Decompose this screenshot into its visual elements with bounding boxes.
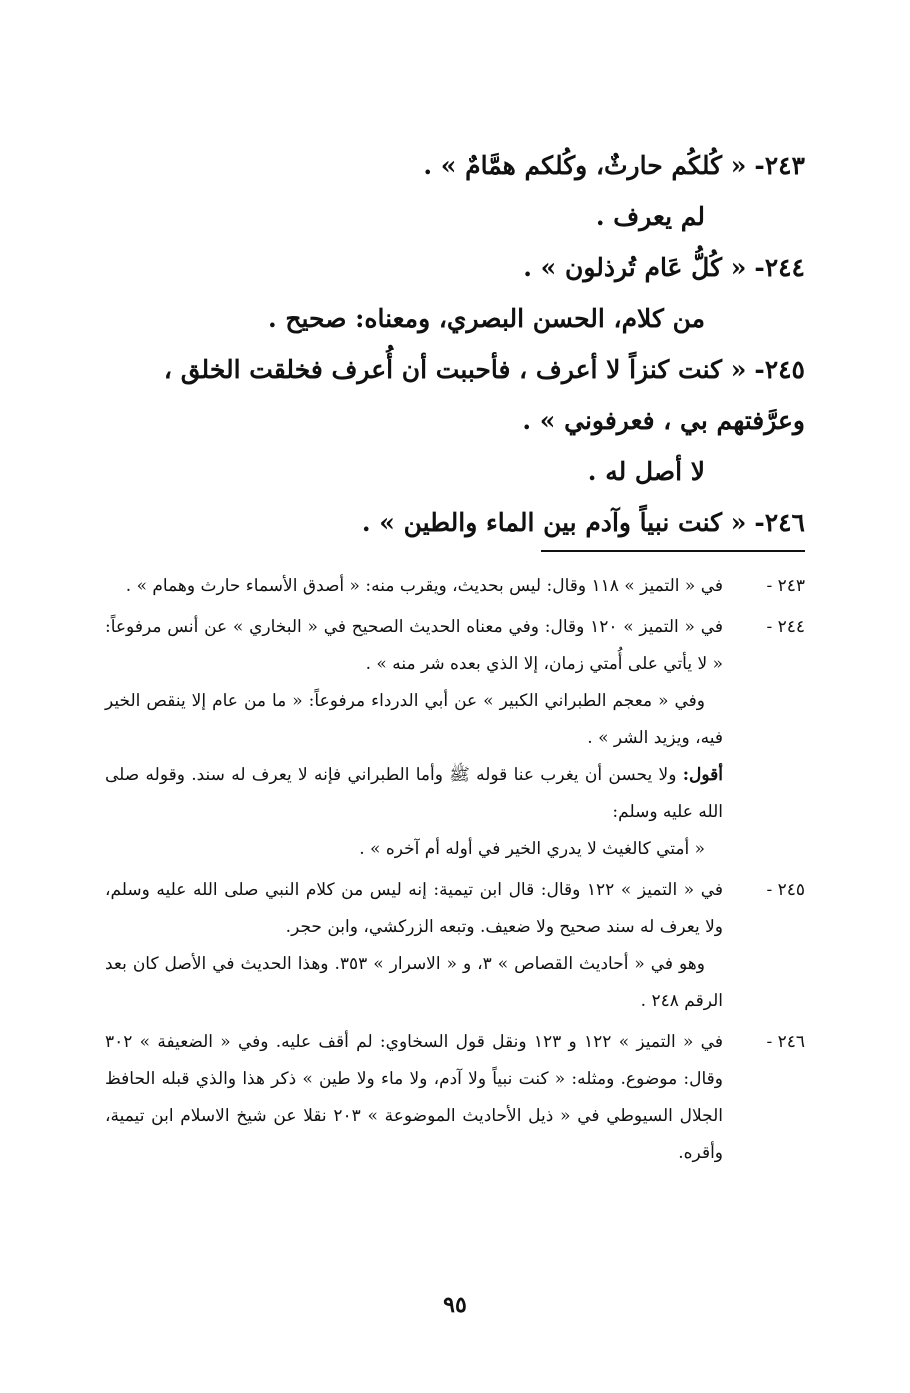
footnote-number: ٢٤٣ -	[766, 576, 805, 596]
hadith-entry-244	[105, 242, 805, 293]
hadith-number: ٢٤٦-	[754, 508, 805, 537]
hadith-text: « كنت نبياً وآدم بين الماء والطين » .	[361, 508, 747, 537]
footnote-number: ٢٤٦ -	[766, 1032, 805, 1052]
hadith-number: ٢٤٣-	[754, 151, 805, 180]
footnote-245	[105, 872, 805, 1020]
hadith-text: « كنت كنزاً لا أعرف ، فأحببت أن أُعرف فخلقت الخلق ،	[163, 355, 747, 384]
footnote-paragraph: في « التميز » ١٢٢ وقال: قال ابن تيمية: إنه ليس من كلام النبي صلى الله عليه وسلم، ولا يعرف له سند صحيح ولا ضعيف. وتبعه الزركشي، وابن حجر.	[105, 880, 723, 937]
footnote-paragraph: في « التميز » ١٢٢ و ١٢٣ ونقل قول السخاوي: لم أقف عليه. وفي « الضعيفة » ٣٠٢ وقال: موضوع. ومثله: « كنت نبياً ولا آدم، ولا ماء ولا طين » ذكر هذا والذي قبله الحافظ الجلال السيوطي في « ذيل الأحاديث الموضوعة » ٢٠٣ نقلا عن شيخ الاسلام ابن تيمية، وأقره.	[105, 1032, 723, 1163]
footnote-paragraph: وفي « معجم الطبراني الكبير » عن أبي الدرداء مرفوعاً: « ما من عام إلا ينقص الخير فيه، ويزيد الشر » .	[105, 691, 723, 748]
hadith-verdict: من كلام، الحسن البصري، ومعناه: صحيح .	[267, 304, 705, 333]
footnote-paragraph: في « التميز » ١٢٠ وقال: وفي معناه الحديث الصحيح في « البخاري » عن أنس مرفوعاً: « لا يأتي على أُمتي زمان، إلا الذي بعده شر منه » .	[105, 617, 723, 674]
main-text	[105, 140, 805, 548]
footnote-246	[105, 1024, 805, 1172]
hadith-number: ٢٤٥-	[754, 355, 805, 384]
hadith-verdict: لا أصل له .	[587, 457, 705, 486]
hadith-number: ٢٤٤-	[754, 253, 805, 282]
footnote-comment	[105, 757, 723, 831]
hadith-verdict: لم يعرف .	[595, 202, 705, 231]
hadith-entry-246	[105, 497, 805, 548]
page-number: ٩٥	[443, 1292, 467, 1318]
hadith-entry-245	[105, 344, 805, 395]
footnote-paragraph: في « التميز » ١١٨ وقال: ليس بحديث، ويقرب منه: « أصدق الأسماء حارث وهمام » .	[125, 576, 723, 596]
footnote-quote: « أمتي كالغيث لا يدري الخير في أوله أم آخره » .	[359, 839, 705, 859]
footnote-243	[105, 568, 805, 605]
footnote-number: ٢٤٤ -	[766, 617, 805, 637]
footnote-divider	[541, 550, 805, 552]
footnote-244	[105, 609, 805, 868]
footnote-paragraph: وهو في « أحاديث القصاص » ٣، و « الاسرار » ٣٥٣. وهذا الحديث في الأصل كان بعد الرقم ٢٤٨ .	[105, 954, 723, 1011]
hadith-entry-243	[105, 140, 805, 191]
comment-text: ولا يحسن أن يغرب عنا قوله ﷺ وأما الطبراني فإنه لا يعرف له سند. وقوله صلى الله عليه وسلم:	[105, 765, 723, 822]
hadith-text-continuation: وعرَّفتهم بي ، فعرفوني » .	[522, 406, 805, 435]
hadith-text: « كُلكُم حارثٌ، وكُلكم همَّامٌ » .	[423, 151, 747, 180]
comment-label: أقول:	[682, 765, 723, 785]
footnotes	[105, 568, 805, 1176]
hadith-text: « كُلُّ عَام تُرذلون » .	[523, 253, 747, 282]
footnote-number: ٢٤٥ -	[766, 880, 805, 900]
